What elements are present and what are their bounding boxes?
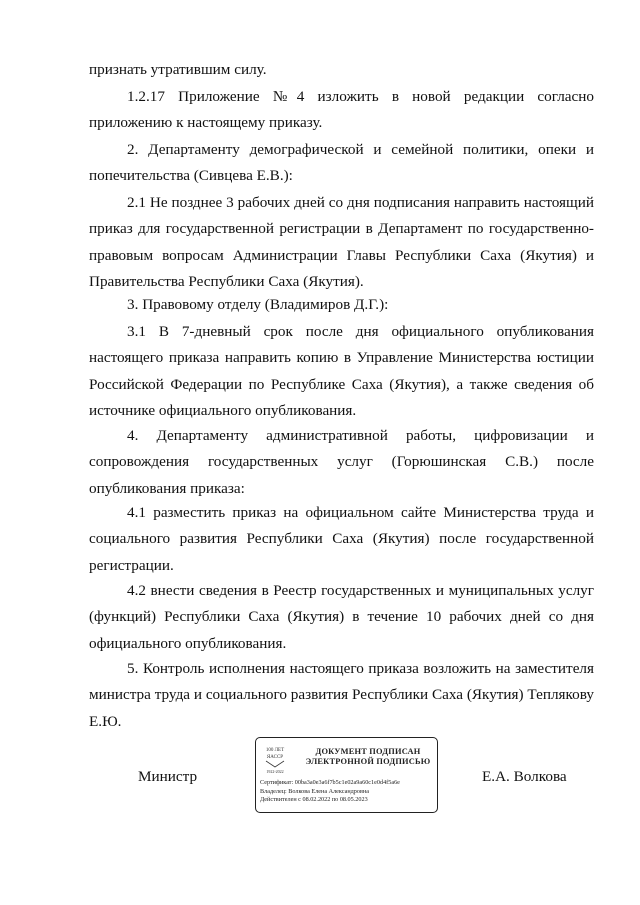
paragraph: 3.1 В 7-дневный срок после дня официального опубликования настоящего приказа направить копию в Управление Министерства юстиции Российской Федерации по Республике Саха (Якутия), а также сведения об источнике официального опубликования. xyxy=(89,323,594,420)
certificate-validity: Действителен с 08.02.2022 по 08.05.2023 xyxy=(260,796,368,804)
certificate-number: Сертификат: 00ba3a0e3a6f7b5c1e02a9a60c1e0d4f5a6e xyxy=(260,779,400,786)
paragraph: 3. Правовому отделу (Владимиров Д.Г.): xyxy=(127,296,389,313)
signatory-position: Министр xyxy=(138,768,198,785)
signatory-name: Е.А. Волкова xyxy=(482,768,567,785)
certificate-owner: Владелец: Волкова Елена Александровна xyxy=(260,787,369,795)
svg-text:1922-2022: 1922-2022 xyxy=(266,769,284,774)
paragraph: 2.1 Не позднее 3 рабочих дней со дня подписания направить настоящий приказ для государственной регистрации в Департамент по государственно-правовым вопросам Администрации Главы Республики Саха (Якутия) и Правительства Республики Саха (Якутия). xyxy=(89,194,594,291)
paragraph: 2. Департаменту демографической и семейной политики, опеки и попечительства (Сивцева Е.В.): xyxy=(89,141,594,185)
paragraph: 4. Департаменту административной работы, цифровизации и сопровождения государственных услуг (Горюшинская С.В.) после опубликования приказа: xyxy=(89,427,594,497)
svg-text:100 ЛЕТ: 100 ЛЕТ xyxy=(265,748,285,753)
paragraph: 1.2.17 Приложение №4 изложить в новой редакции согласно приложению к настоящему приказу. xyxy=(89,88,594,132)
paragraph: 5. Контроль исполнения настоящего приказа возложить на заместителя министра труда и социального развития Республики Саха (Якутия) Теплякову Е.Ю. xyxy=(89,660,594,730)
paragraph: 4.2 внести сведения в Реестр государственных и муниципальных услуг (функций) Республики Саха (Якутия) в течение 10 рабочих дней со дня официального опубликования. xyxy=(89,582,594,652)
stamp-title: ДОКУМЕНТ ПОДПИСАН ЭЛЕКТРОННОЙ ПОДПИСЬЮ xyxy=(305,747,431,766)
certificate-details xyxy=(260,779,436,805)
electronic-signature-stamp xyxy=(255,737,438,813)
svg-text:ЯАССР: ЯАССР xyxy=(266,755,284,760)
paragraph: 4.1 разместить приказ на официальном сайте Министерства труда и социального развития Республики Саха (Якутия) после государственной регистрации. xyxy=(89,504,594,574)
anniversary-emblem-icon xyxy=(261,744,289,774)
paragraph: признать утратившим силу. xyxy=(89,61,267,78)
